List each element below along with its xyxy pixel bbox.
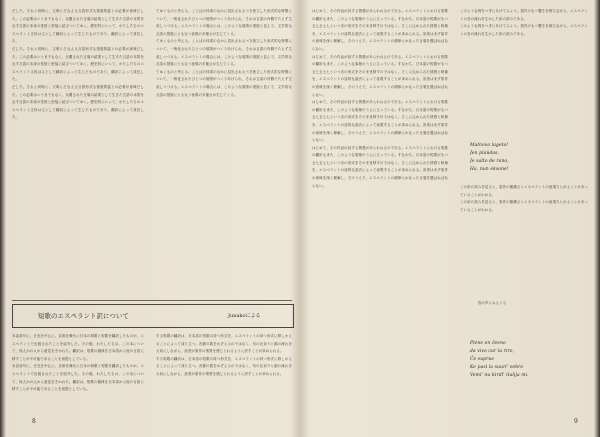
bottom-right-paragraph: する短歌の翻訳は、日本語の短歌の持つ形式を、エスペラントの持つ形式に移しかえることによって成り立つ。音節の数をかぞえるのではなく、句の区切りと韻の流れを大切にしながら、読者が原作の情景を感じとれるように訳すことが求められる。 <box>156 334 292 354</box>
left-page <box>6 0 298 437</box>
poem-two-line-4: Ke pasi la suuri' vebro <box>470 365 524 370</box>
page-number-left: 8 <box>32 418 36 425</box>
main-paragraph-repeat: はじめて、その作品が詩する情感があらわれるのである。エスペラントにおける短歌の翻訳もまた、このような原理のうえに立っている。すなわち、日本語の短歌がもつ五七五七七という音の形式をそのまま移すのではなく、そこに込められた情感と映像を、エスペラントの詩的な語法によって表現することが求められる。訳者はまず原作の意味を深く理解し、そのうえで、エスペラントの韻律にかなった言葉を選ばねばならない。 <box>312 54 448 97</box>
article-byline: Junakoによる <box>228 313 261 319</box>
main-paragraph: はじめて、その作品が詩する情感があらわれるのである。エスペラントにおける短歌の翻訳もまた、このような原理のうえに立っている。すなわち、日本語の短歌がもつ五七五七七という音の形式をそのまま移すのではなく、そこに込められた情感と映像を、エスペラントの詩的な語法によって表現することが求められる。訳者はまず原作の意味を深く理解し、そのうえで、エスペラントの韻律にかなった言葉を選ばねばならない。 <box>312 9 448 51</box>
poem-one-line-3: Je salto de rano, <box>470 159 509 164</box>
poem-two-line-5: Vemi' nu birdl' italija mi. <box>470 373 529 378</box>
section-divider <box>12 300 292 301</box>
poem-two-line-3: Ĉe suprue <box>470 357 495 362</box>
poem-one-line-1: Malnova lageto! <box>470 143 509 148</box>
poem-one-line-2: Jen plaŭdas, <box>470 151 500 156</box>
right-page <box>302 0 594 437</box>
top-right-paragraph: てゆくものと考える。ことばの体系のなかに見出されるべき独立した形式的な特徴について、一般化されたひとつの規則がつくりあげられ、それは言語の内側でたえず生成しつづける。エスペラントの場合には、このような規則の発展と並んで、文学的な言語の発展にともなう表現の多様さが生じてくる。 <box>156 9 292 36</box>
poem-two-intro-text: 鳥の声にみえくる <box>478 301 507 305</box>
bottom-right-paragraph-repeat: する短歌の翻訳は、日本語の短歌の持つ形式を、エスペラントの持つ形式に移しかえることによって成り立つ。音節の数をかぞえるのではなく、句の区切りと韻の流れを大切にしながら、読者が原作の情景を感じとれるように訳すことが求められる。 <box>156 356 292 376</box>
top-right-column <box>156 8 292 260</box>
main-paragraph-repeat-2: はじめて、その作品が詩する情感があらわれるのである。エスペラントにおける短歌の翻訳もまた、このような原理のうえに立っている。すなわち、日本語の短歌がもつ五七五七七という音の形式をそのまま移すのではなく、そこに込められた情感と映像を、エスペラントの詩的な語法によって表現することが求められる。訳者はまず原作の意味を深く理解し、そのうえで、エスペラントの韻律にかなった言葉を選ばねばならない。 <box>312 100 448 143</box>
top-right-paragraph-repeat-2: てゆくものと考える。ことばの体系のなかに見出されるべき独立した形式的な特徴について、一般化されたひとつの規則がつくりあげられ、それは言語の内側でたえず生成しつづける。エスペラントの場合には、このような規則の発展と並んで、文学的な言語の発展にともなう表現の多様さが生じてくる。 <box>156 69 292 97</box>
bottom-left-paragraph-repeat: 本誌前号に、日光を中心に、京都を舞台に日本の和歌と短歌を翻訳したものが、エスペラントで出版されたことを紹介した。その後、わたしたちは、この本について、何人かの人から意見をきかれた。翻訳は、短歌の韻律を日本語から他の言語に移すことが不可能であることを前提としている。 <box>12 364 144 392</box>
bottom-left-paragraph: 本誌前号に、日光を中心に、京都を舞台に日本の和歌と短歌を翻訳したものが、エスペラントで出版されたことを紹介した。その後、わたしたちは、この本について、何人かの人から意見をきかれた。翻訳は、短歌の韻律を日本語から他の言語に移すことが不可能であることを前提としている。 <box>12 334 144 361</box>
right-intro-paragraph-repeat: このような例をつぎにあげてみよう。原作のもつ響きを保ちながら、エスペラントの音の流れを生かした訳の試みである。 <box>460 24 588 36</box>
top-left-paragraph: だした。それと同時に、文明にそなえる言語形式も発展的姿との必要が意味だした。この必要はいうまでもなく、反覆された言葉の結果として生きた言語の本質をなす言語の本来の性格と密接に結びついてゆく。歴史的にいって、わたしたちのエスペラント文体は主として翻訳によって生じたものであり、翻訳によって成長した。 <box>12 9 144 44</box>
poem-two-intro <box>478 300 588 308</box>
poem-two <box>470 340 588 388</box>
poem-two-line-2: da vivo cur la riro, <box>470 349 515 354</box>
poem-one <box>470 142 588 178</box>
poem-one-note <box>460 184 588 294</box>
top-left-column <box>12 8 144 260</box>
bottom-left-column <box>12 333 144 413</box>
right-column-intro <box>460 8 588 138</box>
bottom-right-column <box>156 333 292 413</box>
main-paragraph-repeat-3: はじめて、その作品が詩する情感があらわれるのである。エスペラントにおける短歌の翻訳もまた、このような原理のうえに立っている。すなわち、日本語の短歌がもつ五七五七七という音の形式をそのまま移すのではなく、そこに込められた情感と映像を、エスペラントの詩的な語法によって表現することが求められる。訳者はまず原作の意味を深く理解し、そのうえで、エスペラントの韻律にかなった言葉を選ばねばならない。 <box>312 145 448 188</box>
poem-one-note-paragraph-repeat: この訳の試みを見ると、原作の簡潔さとエスペラントの表現力とがよくとけあっていることがわかる。 <box>460 200 588 212</box>
poem-two-line-1: Plene en ĉeeno <box>470 341 506 346</box>
poem-one-note-paragraph: この訳の試みを見ると、原作の簡潔さとエスペラントの表現力とがよくとけあっていることがわかる。 <box>460 185 588 197</box>
main-column <box>312 8 448 413</box>
top-right-paragraph-repeat: てゆくものと考える。ことばの体系のなかに見出されるべき独立した形式的な特徴について、一般化されたひとつの規則がつくりあげられ、それは言語の内側でたえず生成しつづける。エスペラントの場合には、このような規則の発展と並んで、文学的な言語の発展にともなう表現の多様さが生じてくる。 <box>156 39 292 67</box>
top-left-paragraph-repeat: だした。それと同時に、文明にそなえる言語形式も発展的姿との必要が意味だした。この必要はいうまでもなく、反覆された言葉の結果として生きた言語の本質をなす言語の本来の性格と密接に結びついてゆく。歴史的にいって、わたしたちのエスペラント文体は主として翻訳によって生じたものであり、翻訳によって成長した。 <box>12 46 144 82</box>
right-intro-paragraph: このような例をつぎにあげてみよう。原作のもつ響きを保ちながら、エスペラントの音の流れを生かした訳の試みである。 <box>460 9 588 21</box>
page-number-right: 9 <box>574 418 578 425</box>
top-left-paragraph-repeat-2: だした。それと同時に、文明にそなえる言語形式も発展的姿との必要が意味だした。この必要はいうまでもなく、反覆された言葉の結果として生きた言語の本質をなす言語の本来の性格と密接に結びついてゆく。歴史的にいって、わたしたちのエスペラント文体は主として翻訳によって生じたものであり、翻訳によって成長した。 <box>12 84 144 120</box>
poem-one-line-4: Ha, nun eksone! <box>470 167 509 172</box>
article-title: 短歌のエスペラント訳について <box>38 312 129 320</box>
